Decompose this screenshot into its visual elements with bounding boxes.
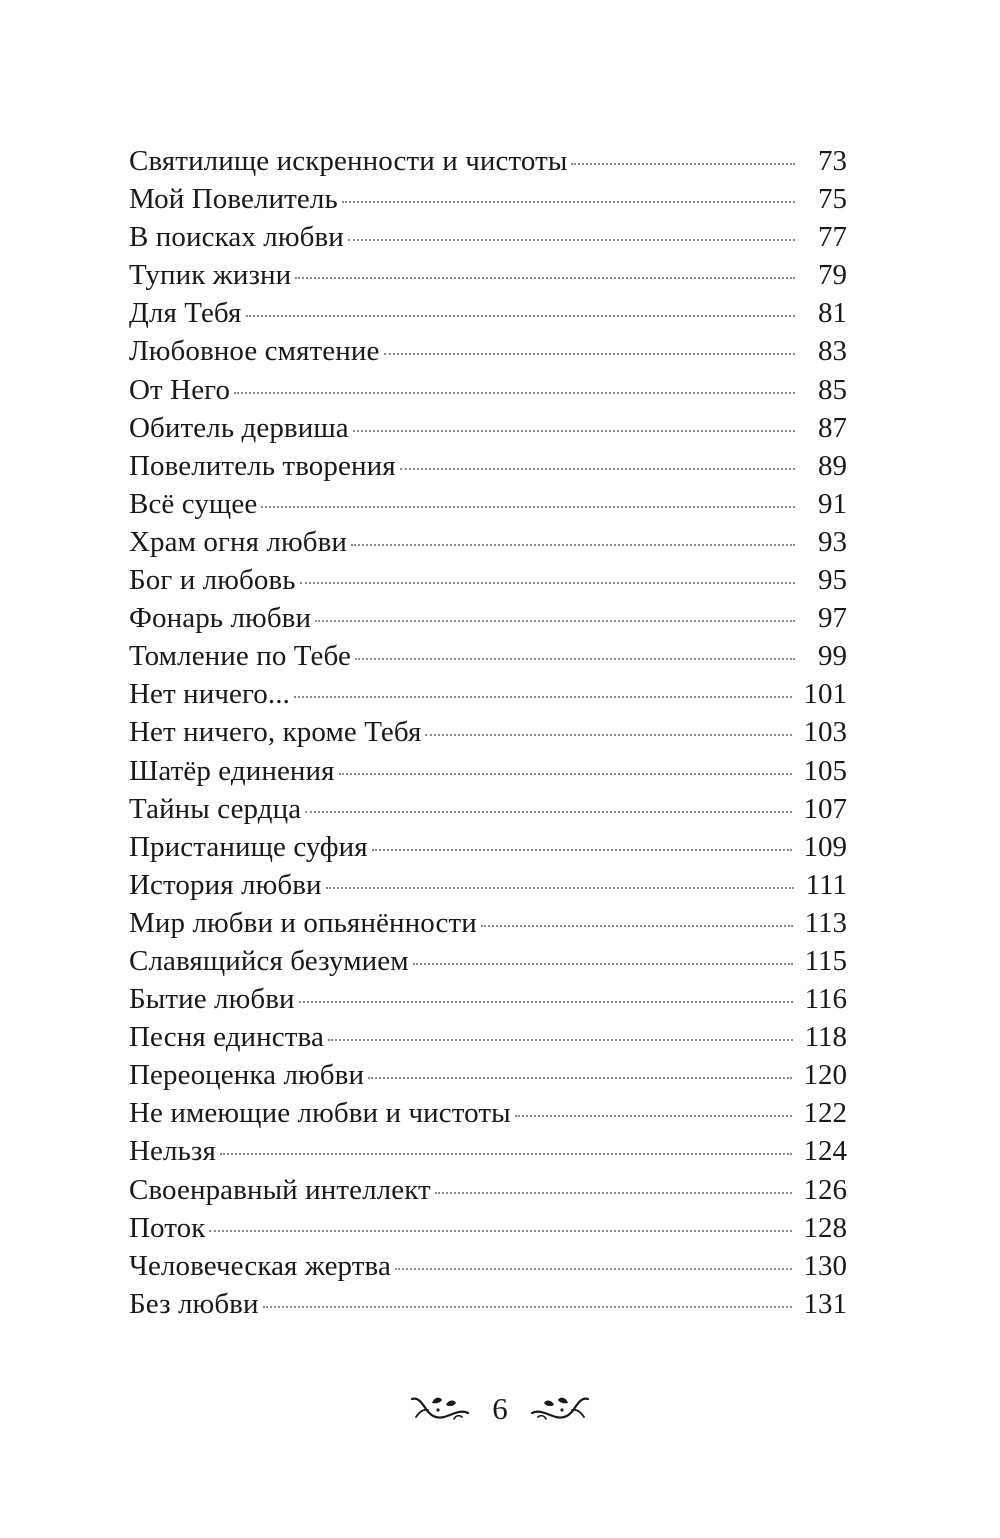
toc-leader-dots <box>348 239 795 241</box>
toc-entry-title: В поисках любви <box>129 221 344 254</box>
toc-entry-page-number: 99 <box>818 640 847 673</box>
toc-entry-title: Тупик жизни <box>129 259 292 292</box>
page-footer <box>0 1392 1000 1426</box>
toc-entry[interactable] <box>129 523 847 561</box>
toc-entry-title: Бытие любви <box>129 983 295 1016</box>
toc-entry-page-number: 105 <box>803 754 847 787</box>
toc-leader-dots <box>220 1153 792 1155</box>
toc-entry-title: Храм огня любви <box>129 525 348 558</box>
toc-entry-page-number: 93 <box>818 525 847 558</box>
toc-leader-dots <box>209 1230 791 1232</box>
toc-leader-dots <box>326 887 794 889</box>
toc-entry-title: Повелитель творения <box>129 449 396 482</box>
toc-entry-page-number: 79 <box>818 259 847 292</box>
toc-entry[interactable] <box>129 752 847 790</box>
toc-entry-page-number: 81 <box>818 297 847 330</box>
toc-entry[interactable] <box>129 409 847 447</box>
toc-entry-title: Мир любви и опьянённости <box>129 906 477 939</box>
toc-leader-dots <box>315 620 795 622</box>
toc-entry[interactable] <box>129 256 847 294</box>
toc-entry-title: Нельзя <box>129 1135 216 1168</box>
toc-leader-dots <box>300 582 795 584</box>
toc-entry[interactable] <box>129 218 847 256</box>
toc-entry[interactable] <box>129 790 847 828</box>
toc-entry-title: Славящийся безумием <box>129 944 409 977</box>
toc-entry-title: Фонарь любви <box>129 602 312 635</box>
toc-entry-page-number: 73 <box>818 145 847 177</box>
toc-entry[interactable] <box>129 180 847 218</box>
toc-leader-dots <box>395 1268 792 1270</box>
toc-entry-page-number: 91 <box>818 487 847 520</box>
toc-leader-dots <box>413 963 793 965</box>
toc-leader-dots <box>246 315 796 317</box>
toc-entry-title: Без любви <box>129 1287 259 1320</box>
toc-entry-title: Нет ничего, кроме Тебя <box>129 716 422 749</box>
toc-entry-page-number: 101 <box>803 678 847 711</box>
toc-entry-page-number: 75 <box>818 183 847 216</box>
floral-flourish-left-icon <box>410 1393 470 1425</box>
toc-leader-dots <box>263 1306 792 1308</box>
toc-leader-dots <box>351 544 795 546</box>
toc-entry-page-number: 89 <box>818 449 847 482</box>
toc-entry-title: Всё сущее <box>129 487 258 520</box>
toc-leader-dots <box>355 658 795 660</box>
toc-entry-title: Нет ничего... <box>129 678 290 711</box>
toc-entry[interactable] <box>129 675 847 713</box>
toc-entry-page-number: 130 <box>803 1249 847 1282</box>
toc-entry-page-number: 128 <box>803 1211 847 1244</box>
toc-entry-title: Шатёр единения <box>129 754 335 787</box>
toc-entry-page-number: 103 <box>803 716 847 749</box>
toc-entry[interactable] <box>129 866 847 904</box>
toc-entry-page-number: 77 <box>818 221 847 254</box>
toc-entry-title: Томление по Тебе <box>129 640 351 673</box>
toc-leader-dots <box>299 1001 793 1003</box>
toc-entry-page-number: 111 <box>805 868 847 901</box>
toc-entry-page-number: 131 <box>803 1287 847 1320</box>
toc-entry-title: Не имеющие любви и чистоты <box>129 1097 511 1130</box>
toc-entry-page-number: 124 <box>803 1135 847 1168</box>
toc-entry[interactable] <box>129 1209 847 1247</box>
toc-leader-dots <box>339 773 792 775</box>
toc-leader-dots <box>384 353 796 355</box>
toc-entry[interactable] <box>129 1018 847 1056</box>
toc-entry-title: История любви <box>129 868 322 901</box>
toc-leader-dots <box>571 163 795 165</box>
toc-entry[interactable] <box>129 1056 847 1094</box>
toc-entry[interactable] <box>129 371 847 409</box>
toc-entry-page-number: 116 <box>804 983 847 1016</box>
toc-entry-page-number: 95 <box>818 564 847 597</box>
toc-leader-dots <box>481 925 793 927</box>
toc-entry-page-number: 126 <box>803 1173 847 1206</box>
toc-leader-dots <box>353 430 795 432</box>
toc-entry[interactable] <box>129 1132 847 1170</box>
toc-entry-page-number: 83 <box>818 335 847 368</box>
toc-entry-page-number: 109 <box>803 830 847 863</box>
toc-entry[interactable] <box>129 1247 847 1285</box>
toc-entry[interactable] <box>129 637 847 675</box>
toc-entry-title: От Него <box>129 373 231 406</box>
toc-entry-title: Поток <box>129 1211 206 1244</box>
toc-entry-title: Святилище искренности и чистоты <box>129 145 568 177</box>
toc-entry[interactable] <box>129 828 847 866</box>
toc-entry-page-number: 120 <box>803 1059 847 1092</box>
toc-entry[interactable] <box>129 294 847 332</box>
toc-leader-dots <box>515 1115 792 1117</box>
floral-flourish-right-icon <box>530 1393 590 1425</box>
toc-entry[interactable] <box>129 599 847 637</box>
toc-entry[interactable] <box>129 142 847 180</box>
toc-entry-title: Своенравный интеллект <box>129 1173 431 1206</box>
toc-leader-dots <box>425 734 791 736</box>
toc-entry[interactable] <box>129 942 847 980</box>
toc-leader-dots <box>261 506 795 508</box>
toc-leader-dots <box>234 392 795 394</box>
toc-entry[interactable] <box>129 980 847 1018</box>
toc-entry-title: Человеческая жертва <box>129 1249 391 1282</box>
toc-entry[interactable] <box>129 485 847 523</box>
toc-entry[interactable] <box>129 904 847 942</box>
toc-leader-dots <box>294 696 792 698</box>
toc-entry[interactable] <box>129 713 847 751</box>
toc-entry-page-number: 107 <box>803 792 847 825</box>
toc-entry[interactable] <box>129 332 847 370</box>
toc-entry[interactable] <box>129 1171 847 1209</box>
toc-entry-page-number: 118 <box>804 1021 847 1054</box>
toc-entry-page-number: 113 <box>804 906 847 939</box>
toc-entry-page-number: 122 <box>803 1097 847 1130</box>
toc-entry[interactable] <box>129 447 847 485</box>
toc-leader-dots <box>372 849 792 851</box>
toc-leader-dots <box>400 468 795 470</box>
toc-entry[interactable] <box>129 561 847 599</box>
toc-entry[interactable] <box>129 1285 847 1323</box>
toc-entry-title: Пристанище суфия <box>129 830 368 863</box>
toc-leader-dots <box>305 811 791 813</box>
page-number: 6 <box>492 1391 508 1426</box>
toc-entry-page-number: 85 <box>818 373 847 406</box>
toc-entry-page-number: 87 <box>818 411 847 444</box>
toc-leader-dots <box>295 277 795 279</box>
toc-entry-title: Бог и любовь <box>129 564 296 597</box>
toc-leader-dots <box>435 1192 792 1194</box>
toc-leader-dots <box>368 1077 791 1079</box>
toc-entry[interactable] <box>129 1094 847 1132</box>
toc-entry-title: Переоценка любви <box>129 1059 365 1092</box>
toc-leader-dots <box>328 1039 793 1041</box>
toc-entry-title: Мой Повелитель <box>129 183 338 216</box>
toc-entry-page-number: 97 <box>818 602 847 635</box>
toc-entry-title: Для Тебя <box>129 297 242 330</box>
table-of-contents <box>129 142 847 1323</box>
toc-entry-title: Любовное смятение <box>129 335 380 368</box>
toc-entry-title: Песня единства <box>129 1021 324 1054</box>
toc-entry-title: Обитель дервиша <box>129 411 349 444</box>
toc-entry-title: Тайны сердца <box>129 792 302 825</box>
toc-leader-dots <box>342 201 795 203</box>
toc-entry-page-number: 115 <box>804 944 847 977</box>
